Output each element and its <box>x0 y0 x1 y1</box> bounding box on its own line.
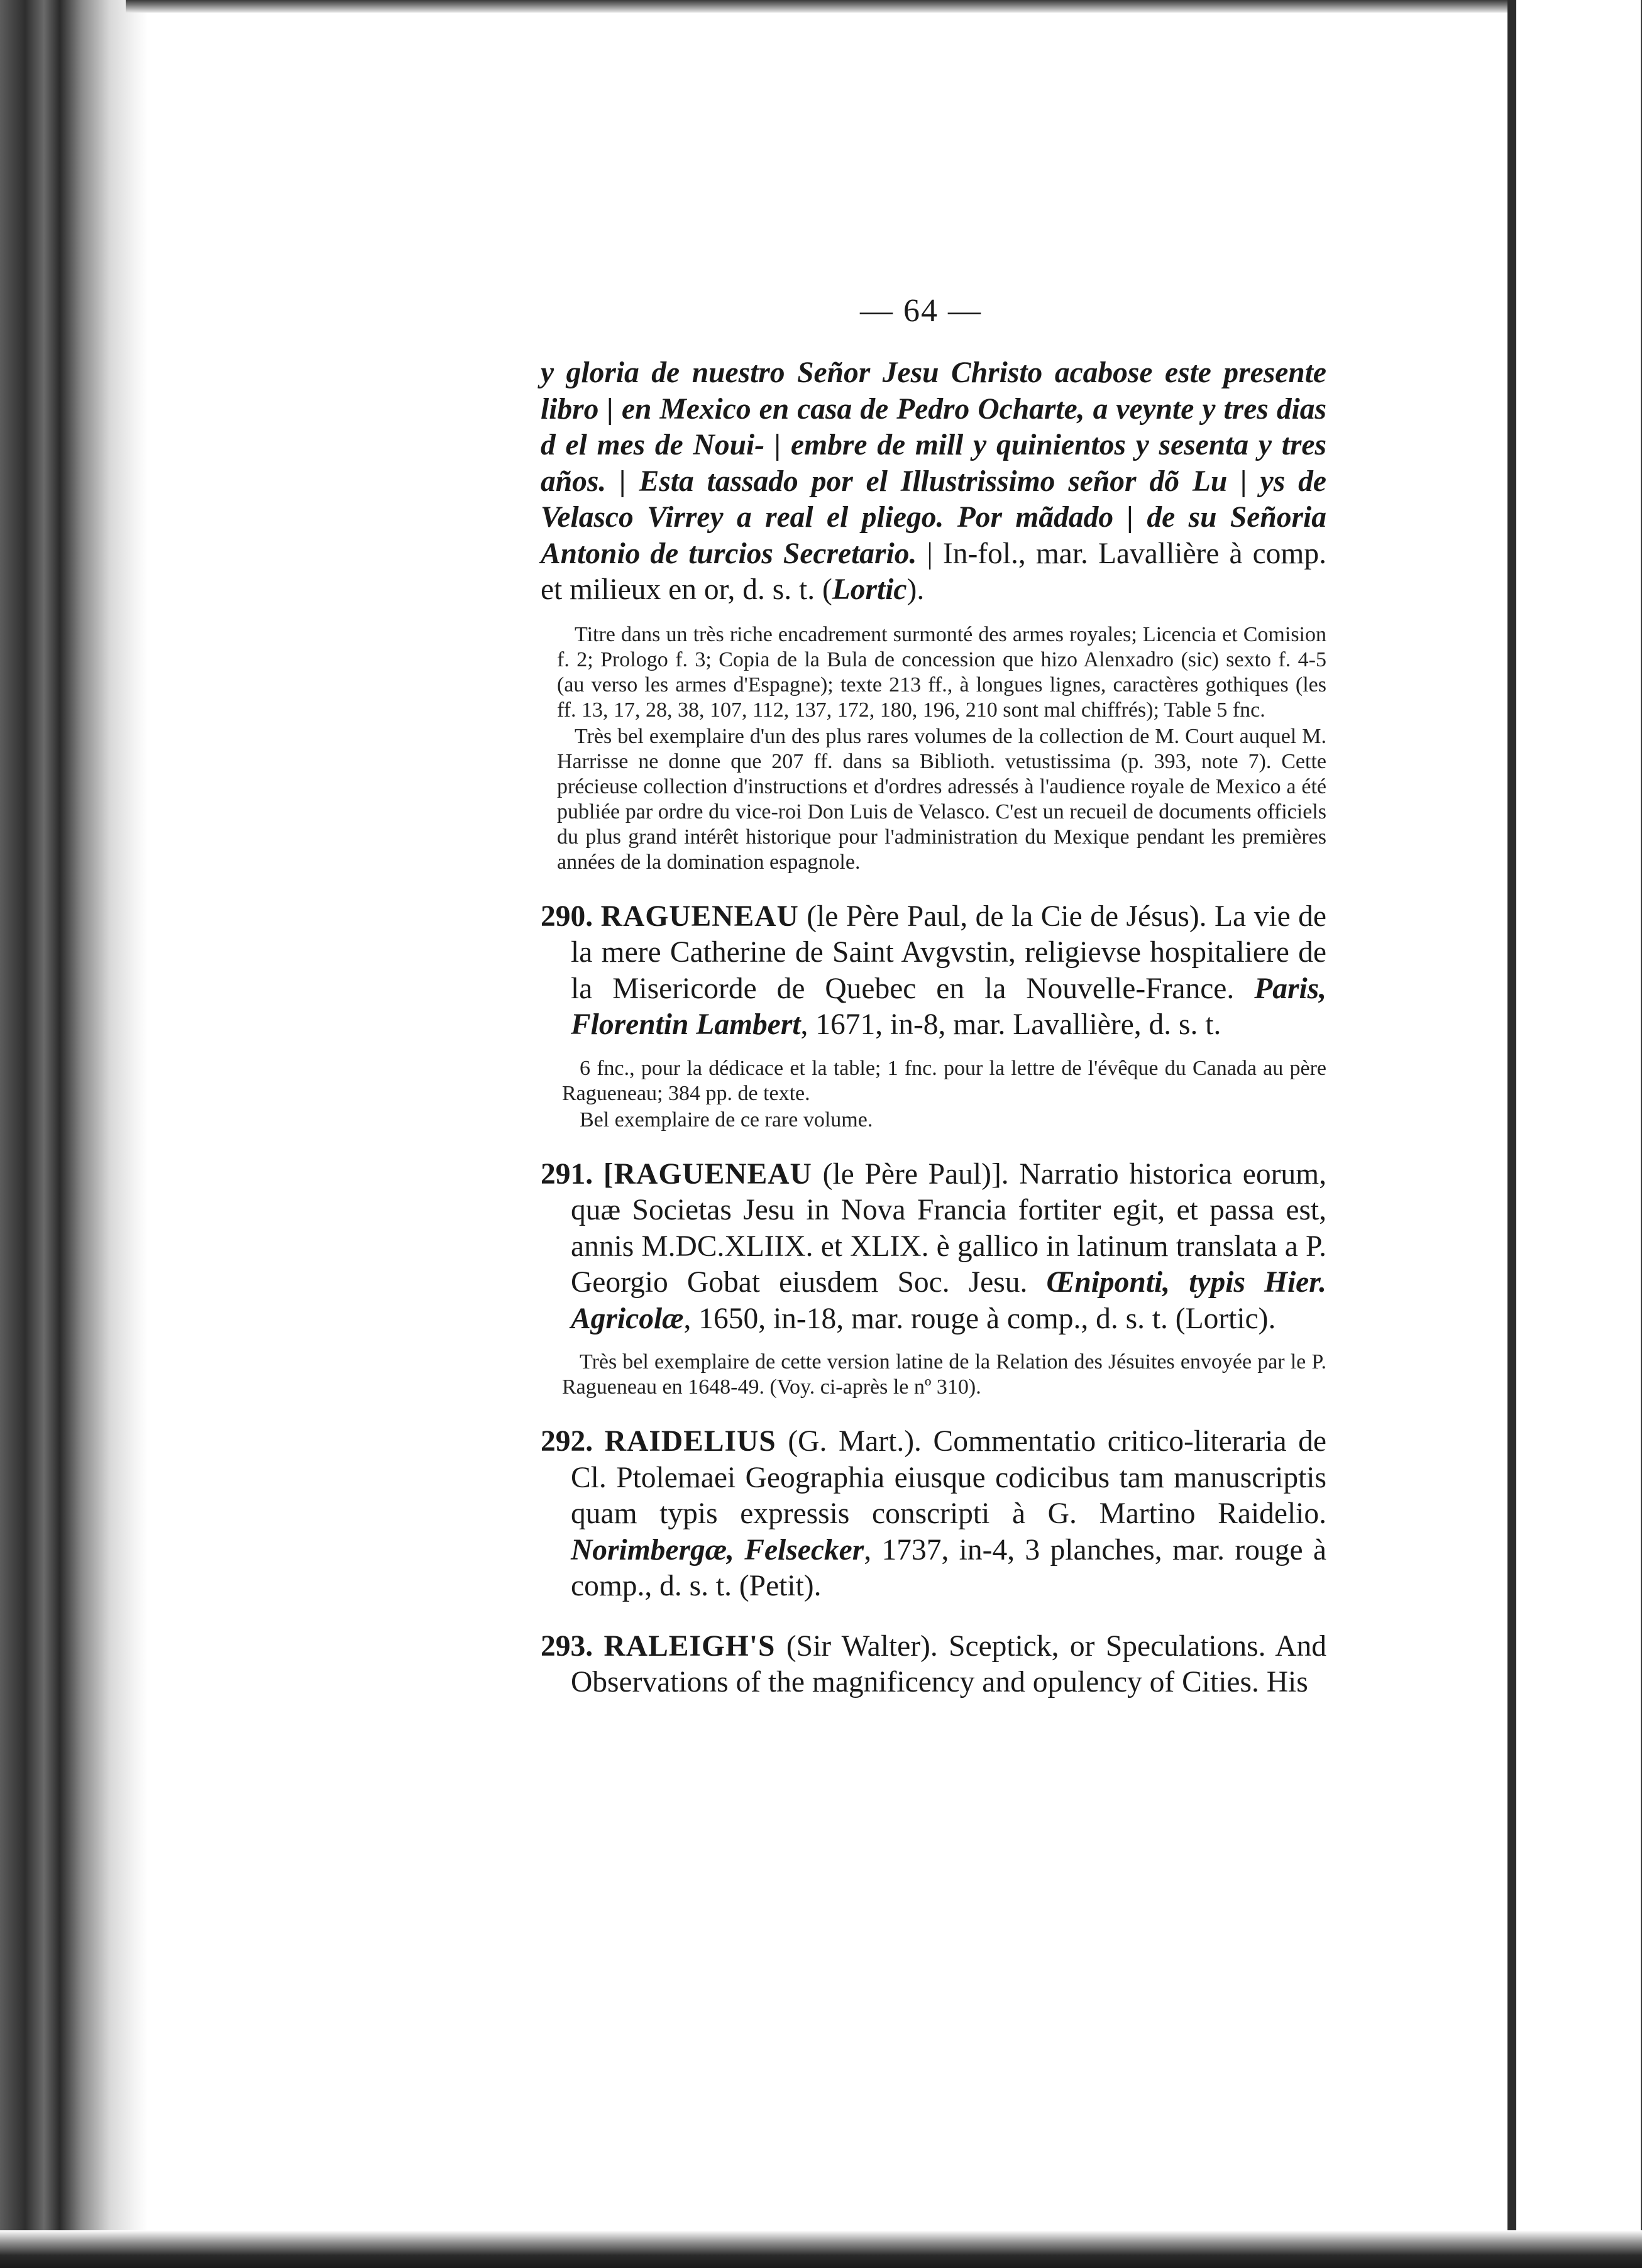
entry-text <box>541 1424 1326 1605</box>
catalog-entry-292 <box>541 1424 1326 1605</box>
entry-description: (G. Mart.). Commentatio critico-literaria de Cl. Ptolemaei Geographia eiusque codicibus tam manuscriptis quam typis expressis conscripti à G. Martino Raidelio. <box>571 1425 1326 1530</box>
entry-description: (Sir Walter). Sceptick, or Speculations. And Observations of the magnificency and opulency of Cities. His <box>571 1629 1326 1698</box>
catalog-entry-291 <box>541 1157 1326 1401</box>
continued-close: ). <box>906 573 925 606</box>
note-paragraph: Bel exemplaire de ce rare volume. <box>580 1108 873 1131</box>
continued-binder: Lortic <box>832 573 907 606</box>
entry-number: 290. <box>541 900 593 933</box>
entry-tail: , 1650, in-18, mar. rouge à comp., d. s. t. (Lortic). <box>683 1302 1276 1335</box>
catalog-entry-293 <box>541 1629 1326 1701</box>
catalog-entry-290 <box>541 899 1326 1133</box>
entry-text <box>541 899 1326 1043</box>
entry-imprint: Norimbergæ, Felsecker <box>571 1533 864 1566</box>
entry-description: (le Père Paul)]. Narratio historica eorum, quæ Societas Jesu in Nova Francia fortiter egit, et passa est, annis M.DC.XLIIX. et XLIX. è gallico in latinum translata a P. Georgio Gobat eiusdem Soc. Jesu. <box>571 1157 1326 1299</box>
continued-notes <box>541 622 1326 875</box>
entry-author: RALEIGH'S <box>603 1629 776 1663</box>
continued-entry-text <box>541 355 1326 608</box>
scan-right-edge <box>1507 0 1642 2268</box>
entry-text <box>541 1629 1326 1701</box>
entry-tail: , 1737, in-4, 3 planches, mar. rouge à comp., d. s. t. (Petit). <box>571 1533 1327 1602</box>
catalog-page <box>503 0 1339 2200</box>
entry-imprint: Paris, Florentin Lambert <box>571 972 1326 1041</box>
page-number: — 64 — <box>860 293 982 329</box>
page-body <box>541 355 1326 1701</box>
scan-bottom-edge <box>0 2230 1642 2268</box>
entry-author: [RAGUENEAU <box>603 1157 812 1191</box>
note-paragraph: Titre dans un très riche encadrement surmonté des armes royales; Licencia et Comision f. 2; Prologo f. 3; Copia de la Bula de concession que hizo Alenxadro (sic) sexto f. 4-5 (au verso les armes d'Espagne); texte 213 ff., à longues lignes, caractères gothiques (les ff. 13, 17, 28, 38, 107, 112, 137, 172, 180, 196, 210 sont mal chiffrés); Table 5 fnc. <box>557 622 1326 722</box>
continued-entry <box>541 355 1326 875</box>
entry-imprint: Œniponti, typis Hier. Agricolæ <box>571 1266 1326 1335</box>
scan-binding-edge <box>0 0 148 2268</box>
continued-description: | In-fol., mar. Lavallière à comp. et milieux en or, d. s. t. ( <box>541 537 1326 606</box>
entry-author: RAIDELIUS <box>604 1425 776 1458</box>
entry-notes <box>541 1056 1326 1133</box>
entry-tail: , 1671, in-8, mar. Lavallière, d. s. t. <box>800 1008 1221 1041</box>
continued-title-italic: y gloria de nuestro Señor Jesu Christo acabose este presente libro | en Mexico en casa de Pedro Ocharte, a veynte y tres dias d el mes de Noui- | embre de mill y quinientos y sesenta y tres años. | Esta tassado por el Illustrissimo señor dõ Lu | ys de Velasco Virrey a real el pliego. Por mãdado | de su Señoria Antonio de turcios Secretario. <box>541 356 1326 570</box>
entry-number: 291. <box>541 1157 593 1191</box>
entry-notes <box>541 1350 1326 1400</box>
note-paragraph: Très bel exemplaire d'un des plus rares volumes de la collection de M. Court auquel M. Harrisse ne donne que 207 ff. dans sa Biblioth. vetustissima (p. 393, note 7). Cette précieuse collection d'instructions et d'ordres adressés à l'audience royale de Mexico a été publiée par ordre du vice-roi Don Luis de Velasco. C'est un recueil de documents officiels du plus grand intérêt historique pour l'administration du Mexique pendant les premières années de la domination espagnole. <box>557 724 1326 874</box>
entry-author: RAGUENEAU <box>600 900 799 933</box>
note-paragraph: 6 fnc., pour la dédicace et la table; 1 fnc. pour la lettre de l'évêque du Canada au père Ragueneau; 384 pp. de texte. <box>562 1056 1326 1105</box>
entry-number: 292. <box>541 1425 593 1458</box>
entry-description: (le Père Paul, de la Cie de Jésus). La vie de la mere Catherine de Saint Avgvstin, religievse hospitaliere de la Misericorde de Quebec en la Nouvelle-France. <box>571 900 1327 1005</box>
entry-number: 293. <box>541 1629 593 1663</box>
note-paragraph: Très bel exemplaire de cette version latine de la Relation des Jésuites envoyée par le P. Ragueneau en 1648-49. (Voy. ci-après le nº 310). <box>562 1350 1326 1399</box>
entry-text <box>541 1157 1326 1338</box>
